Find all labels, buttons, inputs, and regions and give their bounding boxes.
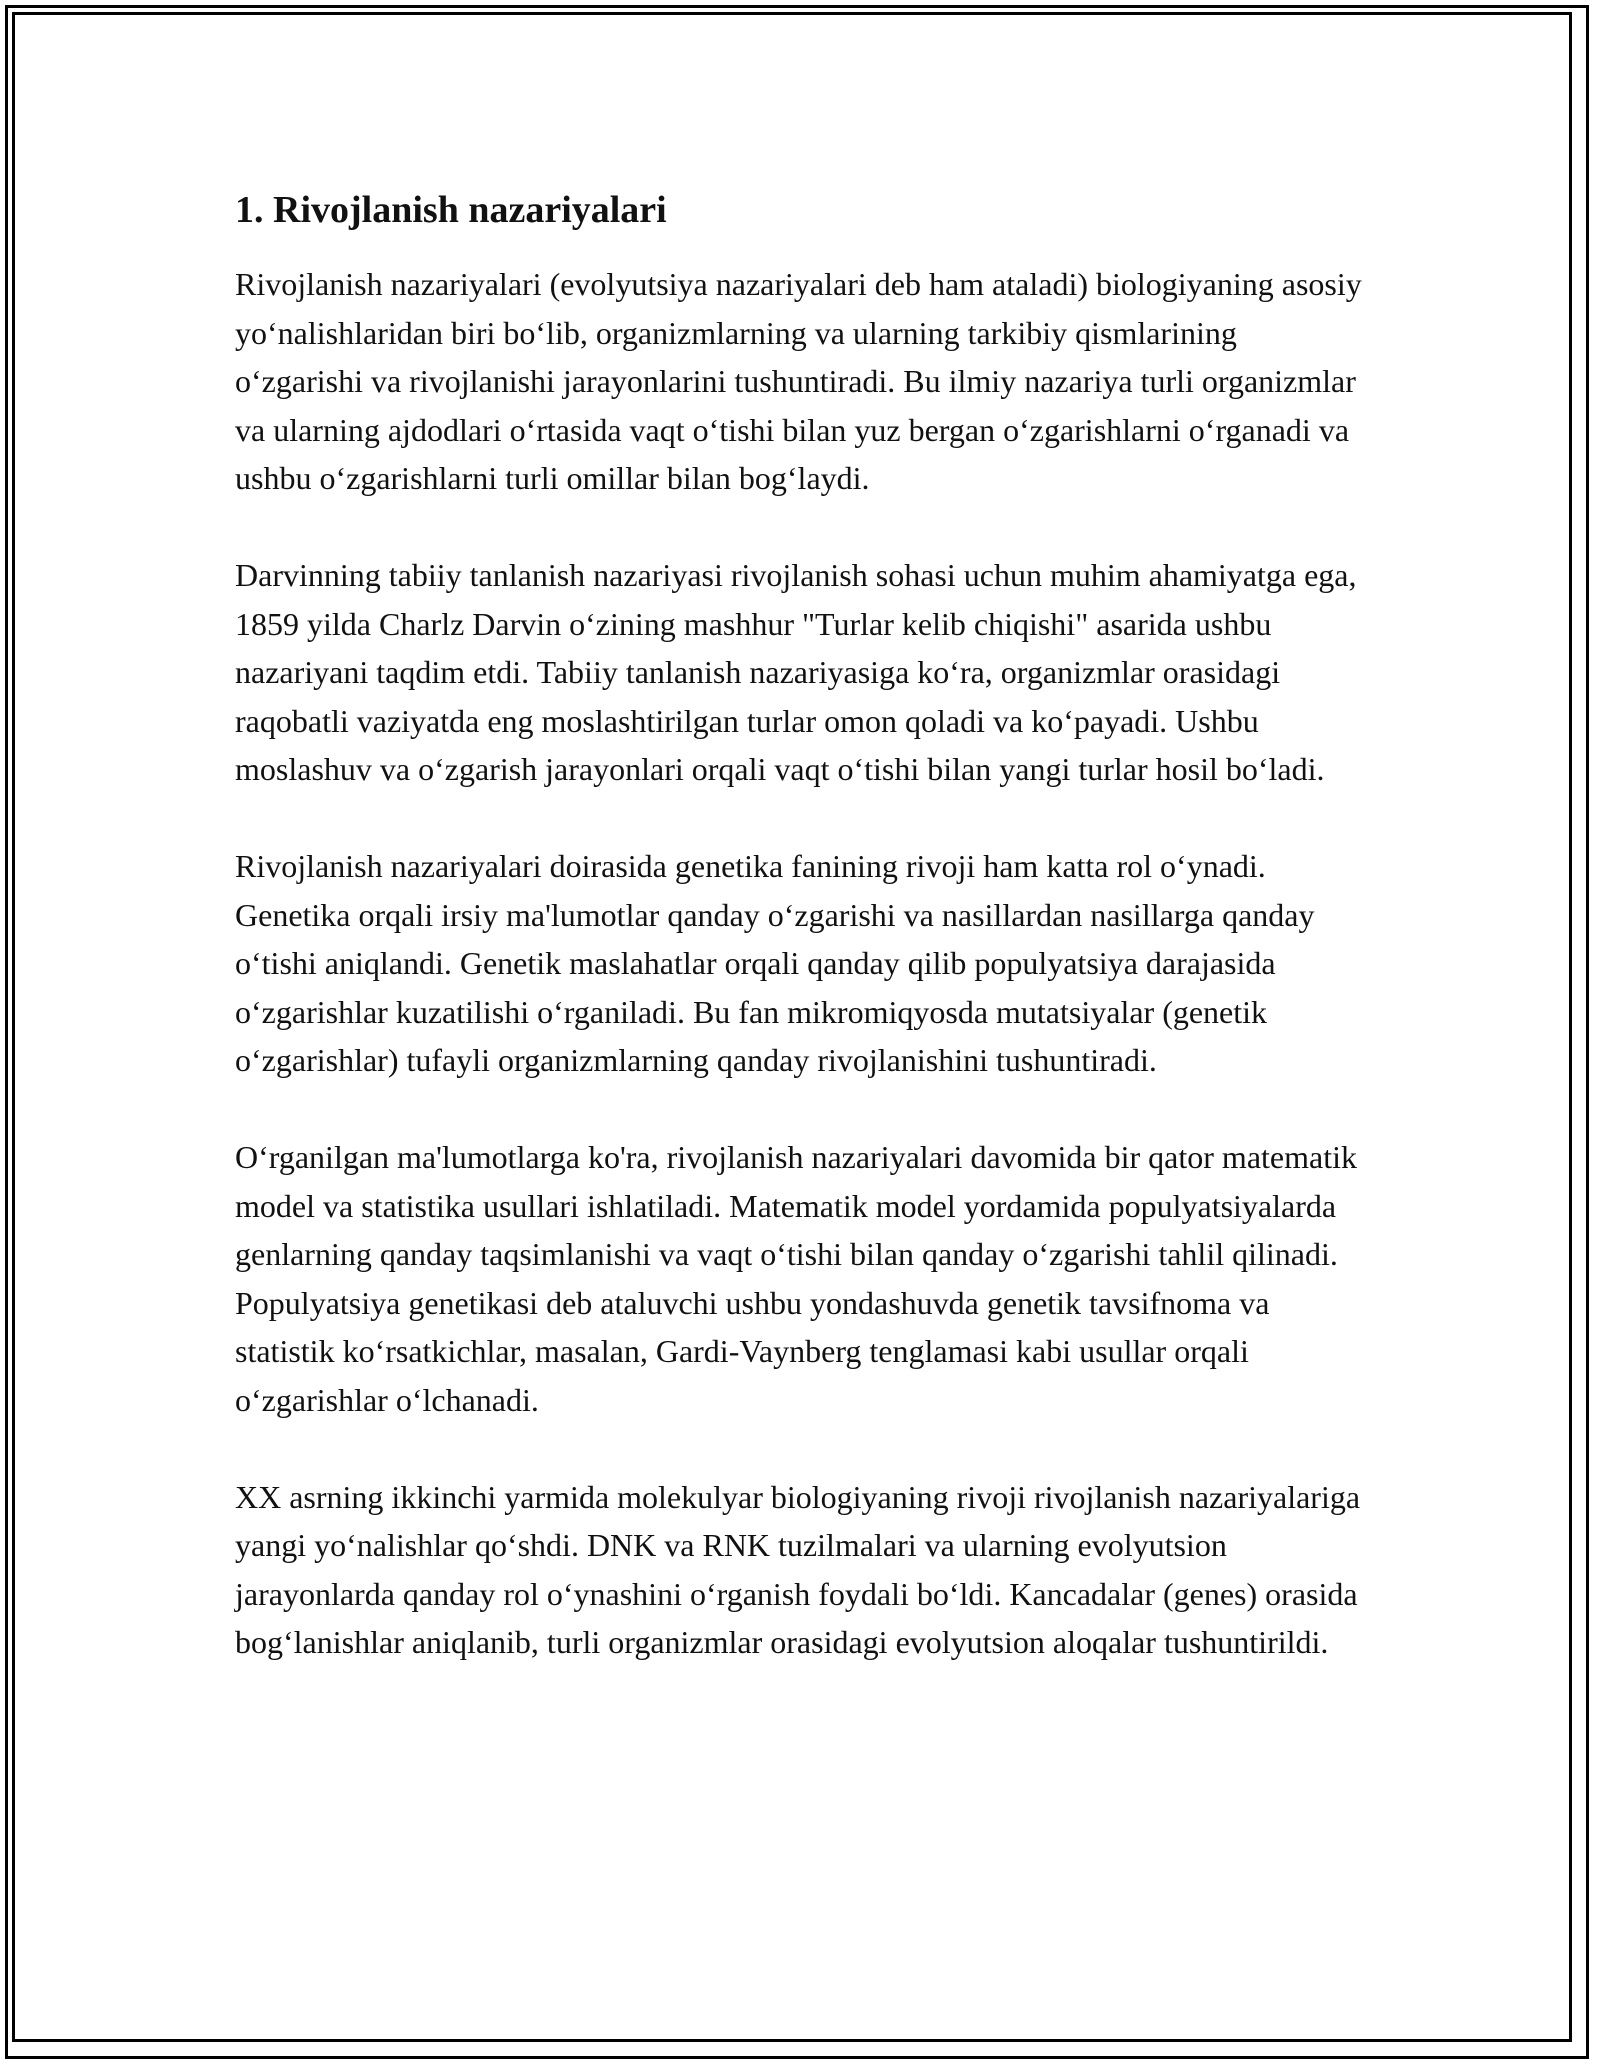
document-body [235,188,1365,1715]
paragraph-5: XX asrning ikkinchi yarmida molekulyar biologiyaning rivoji rivojlanish nazariyalariga yangi yo‘nalishlar qo‘shdi. DNK va RNK tuzilmalari va ularning evolyutsion jarayonlarda qanday rol o‘ynashini o‘rganish foydali bo‘ldi. Kancadalar (genes) orasida bog‘lanishlar aniqlanib, turli organizmlar orasidagi evolyutsion aloqalar tushuntirildi. [235,1478,1361,1660]
paragraph-3: Rivojlanish nazariyalari doirasida genetika fanining rivoji ham katta rol o‘ynadi. Genetika orqali irsiy ma'lumotlar qanday o‘zgarishi va nasillardan nasillarga qanday o‘tishi aniqlandi. Genetik maslahatlar orqali qanday qilib populyatsiya darajasida o‘zgarishlar kuzatilishi o‘rganiladi. Bu fan mikromiqyosda mutatsiyalar (genetik o‘zgarishlar) tufayli organizmlarning qanday rivojlanishini tushuntiradi. [235,848,1315,1078]
section-heading: 1. Rivojlanish nazariyalari [235,189,667,231]
paragraph-4: O‘rganilgan ma'lumotlarga ko'ra, rivojlanish nazariyalari davomida bir qator matematik model va statistika usullari ishlatiladi. Matematik model yordamida populyatsiyalarda genlarning qanday taqsimlanishi va vaqt o‘tishi bilan qanday o‘zgarishi tahlil qilinadi. Populyatsiya genetikasi deb ataluvchi ushbu yondashuvda genetik tavsifnoma va statistik ko‘rsatkichlar, masalan, Gardi-Vaynberg tenglamasi kabi usullar orqali o‘zgarishlar o‘lchanadi. [235,1139,1357,1418]
paragraph-2: Darvinning tabiiy tanlanish nazariyasi rivojlanish sohasi uchun muhim ahamiyatga ega, 1859 yilda Charlz Darvin o‘zining mashhur "Turlar kelib chiqishi" asarida ushbu nazariyani taqdim etdi. Tabiiy tanlanish nazariyasiga ko‘ra, organizmlar orasidagi raqobatli vaziyatda eng moslashtirilgan turlar omon qoladi va ko‘payadi. Ushbu moslashuv va o‘zgarish jarayonlari orqali vaqt o‘tishi bilan yangi turlar hosil bo‘ladi. [235,557,1357,787]
paragraph-1: Rivojlanish nazariyalari (evolyutsiya nazariyalari deb ham ataladi) biologiyaning asosiy yo‘nalishlaridan biri bo‘lib, organizmlarning va ularning tarkibiy qismlarining o‘zgarishi va rivojlanishi jarayonlarini tushuntiradi. Bu ilmiy nazariya turli organizmlar va ularning ajdodlari o‘rtasida vaqt o‘tishi bilan yuz bergan o‘zgarishlarni o‘rganadi va ushbu o‘zgarishlarni turli omillar bilan bog‘laydi. [235,266,1362,496]
